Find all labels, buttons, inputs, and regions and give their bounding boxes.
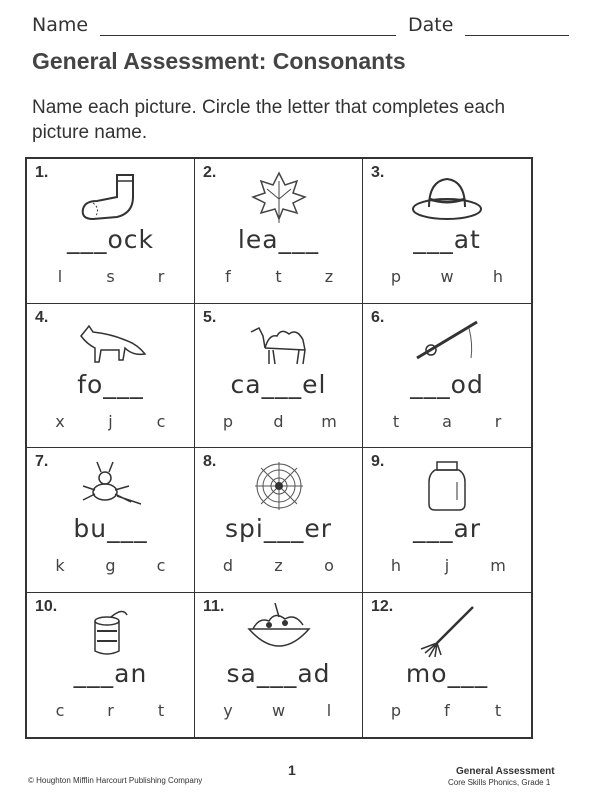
name-label: Name	[32, 14, 89, 36]
letter-choice[interactable]: s	[106, 267, 115, 286]
letter-choice[interactable]: f	[444, 700, 450, 720]
name-field[interactable]	[32, 14, 396, 36]
item-number: 11.	[203, 597, 225, 615]
exercise-cell	[27, 304, 195, 449]
letter-choices	[213, 701, 344, 720]
footer-subtitle: Core Skills Phonics, Grade 1	[448, 778, 551, 787]
camel-icon	[239, 314, 319, 370]
letter-choice[interactable]: h	[390, 556, 402, 575]
letter-choice[interactable]: t	[392, 411, 400, 431]
letter-choices	[45, 267, 176, 286]
letter-choices	[381, 267, 513, 286]
jar-icon	[407, 458, 487, 514]
item-number: 9.	[371, 453, 385, 470]
letter-choice[interactable]: a	[442, 411, 452, 431]
letter-choice[interactable]: j	[444, 556, 450, 575]
item-number: 4.	[35, 308, 49, 326]
letter-choice[interactable]: w	[271, 700, 286, 720]
date-field[interactable]	[408, 14, 569, 36]
word-blank: fo___	[77, 369, 144, 399]
word-blank: ca___el	[230, 369, 327, 399]
letter-choice[interactable]: w	[440, 267, 454, 286]
letter-choice[interactable]: f	[225, 267, 231, 286]
word-blank: ___od	[410, 369, 484, 399]
letter-choice[interactable]: l	[57, 267, 63, 286]
letter-choice[interactable]: z	[324, 267, 334, 286]
word-blank: ___ock	[66, 225, 155, 254]
exercise-cell	[195, 304, 363, 449]
instructions: Name each picture. Circle the letter that completes each picture name.	[32, 97, 506, 143]
letter-choices	[45, 412, 176, 431]
page-number: 1	[288, 762, 296, 778]
letter-choice[interactable]: t	[494, 700, 502, 720]
exercise-cell	[363, 159, 531, 304]
hat-icon	[407, 169, 487, 225]
mop-icon	[407, 603, 487, 659]
letter-choices	[381, 412, 513, 431]
exercise-cell	[27, 448, 195, 593]
letter-choice[interactable]: t	[275, 267, 282, 286]
exercise-cell	[195, 159, 363, 304]
exercise-cell	[27, 593, 195, 738]
word-blank: lea___	[237, 225, 320, 254]
word-blank: mo___	[405, 658, 489, 688]
letter-choices	[45, 556, 176, 575]
can-icon	[71, 603, 151, 659]
letter-choices	[381, 701, 513, 720]
item-number: 3.	[371, 164, 385, 181]
letter-choice[interactable]: r	[494, 411, 502, 431]
letter-choice[interactable]: r	[157, 267, 165, 286]
letter-choices	[213, 412, 344, 431]
letter-choice[interactable]: y	[223, 700, 233, 720]
rod-icon	[407, 314, 487, 370]
bug-icon	[71, 458, 151, 514]
item-number: 1.	[35, 164, 49, 181]
spider-icon	[239, 458, 319, 514]
page-title: General Assessment: Consonants	[32, 48, 406, 74]
item-number: 8.	[203, 453, 217, 470]
letter-choice[interactable]: c	[55, 700, 65, 720]
exercise-cell	[195, 593, 363, 738]
exercise-cell	[363, 448, 531, 593]
item-number: 10.	[35, 597, 58, 615]
letter-choice[interactable]: p	[390, 267, 402, 286]
date-line[interactable]	[465, 17, 569, 36]
exercise-cell	[195, 448, 363, 593]
fox-icon	[71, 314, 151, 370]
word-blank: ___at	[413, 225, 481, 254]
item-number: 6.	[371, 308, 385, 326]
word-blank: ___an	[73, 658, 148, 688]
salad-icon	[239, 603, 319, 659]
letter-choice[interactable]: r	[107, 700, 114, 720]
letter-choice[interactable]: p	[390, 700, 402, 720]
letter-choice[interactable]: z	[274, 556, 283, 575]
word-blank: ___ar	[412, 514, 482, 543]
item-number: 12.	[371, 597, 394, 615]
item-number: 5.	[203, 308, 217, 326]
letter-choice[interactable]: p	[222, 411, 234, 431]
letter-choice[interactable]: l	[326, 700, 332, 720]
letter-choice[interactable]: x	[55, 411, 65, 431]
letter-choices	[213, 556, 344, 575]
letter-choice[interactable]: k	[55, 556, 65, 575]
exercise-cell	[363, 304, 531, 449]
letter-choice[interactable]: m	[490, 556, 506, 575]
letter-choice[interactable]: j	[108, 411, 113, 431]
letter-choice[interactable]: d	[273, 411, 284, 431]
letter-choice[interactable]: d	[222, 556, 234, 575]
word-blank: sa___ad	[226, 658, 331, 688]
letter-choices	[381, 556, 513, 575]
letter-choices	[213, 267, 344, 286]
exercise-grid	[25, 157, 533, 739]
sock-icon	[71, 169, 151, 225]
exercise-cell	[363, 593, 531, 738]
letter-choice[interactable]: c	[156, 556, 166, 575]
leaf-icon	[239, 169, 319, 225]
letter-choice[interactable]: m	[321, 411, 337, 431]
letter-choice[interactable]: o	[324, 556, 334, 575]
letter-choices	[45, 701, 176, 720]
word-blank: bu___	[73, 514, 148, 543]
word-blank: spi___er	[225, 514, 332, 543]
name-line[interactable]	[100, 17, 396, 36]
letter-choice[interactable]: c	[156, 411, 166, 431]
letter-choice[interactable]: h	[492, 267, 504, 286]
item-number: 2.	[203, 164, 217, 181]
exercise-cell	[27, 159, 195, 304]
copyright: © Houghton Mifflin Harcourt Publishing Company	[28, 776, 203, 785]
footer-title: General Assessment	[456, 766, 555, 777]
item-number: 7.	[35, 453, 49, 470]
letter-choice[interactable]: t	[157, 700, 165, 720]
letter-choice[interactable]: g	[105, 556, 116, 575]
date-label: Date	[408, 14, 454, 36]
